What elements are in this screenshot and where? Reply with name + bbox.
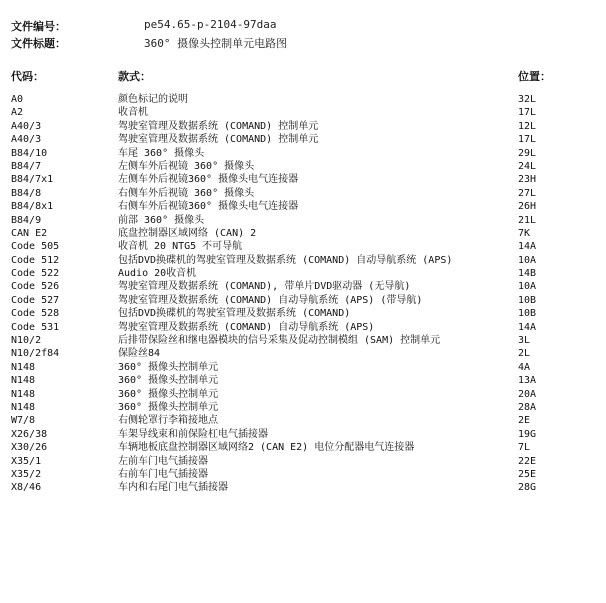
table-row: [0, 187, 606, 200]
table-row: [0, 267, 606, 280]
row-location: 28A: [518, 401, 537, 413]
row-code: Code 526: [11, 281, 60, 293]
row-location: 22E: [518, 455, 537, 467]
table-row: [0, 428, 606, 441]
table-row: [0, 294, 606, 307]
row-location: 25E: [518, 468, 537, 480]
row-location: 14A: [518, 241, 537, 253]
row-description: 360° 摄像头控制单元: [118, 375, 219, 387]
row-code: X35/2: [11, 468, 42, 480]
row-location: 14A: [518, 321, 537, 333]
row-description: 左侧车外后视镜360° 摄像头电气连接器: [118, 174, 299, 186]
row-code: B84/10: [11, 147, 48, 159]
row-code: N148: [11, 401, 36, 413]
row-description: 收音机 20 NTG5 不可导航: [118, 241, 243, 253]
row-code: B84/7x1: [11, 174, 54, 186]
row-location: 19G: [518, 428, 537, 440]
doc-number-value: pe54.65-p-2104-97daa: [144, 18, 277, 31]
row-location: 7K: [518, 227, 531, 239]
row-location: 21L: [518, 214, 537, 226]
row-location: 27L: [518, 187, 537, 199]
row-code: X35/1: [11, 455, 42, 467]
row-description: 车尾 360° 摄像头: [118, 147, 205, 159]
row-location: 2E: [518, 415, 531, 427]
row-location: 10A: [518, 254, 537, 266]
doc-title-value: 360° 摄像头控制单元电路图: [144, 37, 288, 50]
column-header-description: 款式：: [118, 70, 151, 83]
row-code: N10/2f84: [11, 348, 60, 360]
row-location: 17L: [518, 134, 537, 146]
table-row: [0, 374, 606, 387]
table-row: [0, 106, 606, 119]
row-description: 右侧轮罩行李箱接地点: [118, 415, 218, 427]
row-code: Code 531: [11, 321, 60, 333]
table-row: [0, 481, 606, 494]
table-row: [0, 147, 606, 160]
table-row: [0, 441, 606, 454]
column-header-location: 位置：: [518, 70, 551, 83]
row-description: 360° 摄像头控制单元: [118, 361, 219, 373]
row-description: 保险丝84: [118, 348, 161, 360]
row-description: Audio 20收音机: [118, 268, 197, 280]
row-location: 12L: [518, 120, 537, 132]
row-code: N148: [11, 388, 36, 400]
row-location: 4A: [518, 361, 531, 373]
row-description: 底盘控制器区域网络 (CAN) 2: [118, 227, 257, 239]
row-code: X30/26: [11, 442, 48, 454]
row-code: X8/46: [11, 482, 42, 494]
table-row: [0, 455, 606, 468]
row-location: 14B: [518, 268, 537, 280]
table-row: [0, 120, 606, 133]
row-location: 28G: [518, 482, 537, 494]
row-code: A40/3: [11, 120, 42, 132]
row-location: 3L: [518, 335, 531, 347]
row-description: 收音机: [118, 107, 148, 119]
row-location: 23H: [518, 174, 537, 186]
row-description: 驾驶室管理及数据系统 (COMAND) 控制单元: [118, 120, 319, 132]
table-row: [0, 227, 606, 240]
row-code: Code 528: [11, 308, 60, 320]
row-location: 26H: [518, 201, 537, 213]
row-code: A40/3: [11, 134, 42, 146]
row-location: 13A: [518, 375, 537, 387]
table-row: [0, 214, 606, 227]
row-location: 32L: [518, 94, 537, 105]
row-description: 后排带保险丝和继电器模块的信号采集及促动控制模组 (SAM) 控制单元: [118, 335, 441, 347]
table-row: [0, 160, 606, 173]
row-description: 右侧车外后视镜 360° 摄像头: [118, 187, 255, 199]
row-description: 车内和右尾门电气插接器: [118, 482, 228, 494]
row-code: A0: [11, 94, 24, 105]
row-description: 右前车门电气插接器: [118, 468, 208, 480]
row-code: Code 522: [11, 268, 60, 280]
table-row: [0, 200, 606, 213]
table-row: [0, 254, 606, 267]
row-code: CAN E2: [11, 227, 48, 239]
row-description: 驾驶室管理及数据系统 (COMAND) 自动导航系统 (APS) (带导航): [118, 294, 423, 306]
row-location: 20A: [518, 388, 537, 400]
row-code: B84/8x1: [11, 201, 54, 213]
table-row: [0, 321, 606, 334]
component-list: [0, 93, 606, 495]
table-row: [0, 334, 606, 347]
row-location: 29L: [518, 147, 537, 159]
row-code: W7/8: [11, 415, 36, 427]
row-code: B84/7: [11, 160, 42, 172]
row-code: Code 527: [11, 294, 60, 306]
table-row: [0, 414, 606, 427]
row-code: N10/2: [11, 335, 42, 347]
row-description: 360° 摄像头控制单元: [118, 388, 219, 400]
row-description: 驾驶室管理及数据系统 (COMAND) 控制单元: [118, 134, 319, 146]
table-row: [0, 280, 606, 293]
doc-number-label: 文件编号：: [11, 20, 66, 33]
doc-title-label: 文件标题：: [11, 37, 66, 50]
row-code: A2: [11, 107, 24, 119]
row-code: B84/9: [11, 214, 42, 226]
row-code: N148: [11, 361, 36, 373]
row-location: 24L: [518, 160, 537, 172]
row-description: 包括DVD换碟机的驾驶室管理及数据系统 (COMAND) 自动导航系统 (APS): [118, 254, 453, 266]
table-row: [0, 468, 606, 481]
row-description: 驾驶室管理及数据系统 (COMAND) 自动导航系统 (APS): [118, 321, 375, 333]
column-header-code: 代码：: [11, 70, 44, 83]
row-description: 左前车门电气插接器: [118, 455, 208, 467]
table-row: [0, 347, 606, 360]
table-row: [0, 93, 606, 106]
row-description: 前部 360° 摄像头: [118, 214, 205, 226]
table-row: [0, 401, 606, 414]
row-code: X26/38: [11, 428, 48, 440]
table-row: [0, 173, 606, 186]
row-location: 10B: [518, 294, 537, 306]
table-row: [0, 388, 606, 401]
row-description: 车辆地板底盘控制器区域网络2 (CAN E2) 电位分配器电气连接器: [118, 442, 415, 454]
row-code: Code 505: [11, 241, 60, 253]
row-code: B84/8: [11, 187, 42, 199]
row-description: 360° 摄像头控制单元: [118, 401, 219, 413]
row-code: N148: [11, 375, 36, 387]
row-description: 车架导线束和前保险杠电气插接器: [118, 428, 268, 440]
row-description: 驾驶室管理及数据系统 (COMAND), 带单片DVD驱动器 (无导航): [118, 281, 411, 293]
table-row: [0, 361, 606, 374]
row-description: 颜色标记的说明: [118, 94, 188, 105]
row-location: 10A: [518, 281, 537, 293]
row-description: 左侧车外后视镜 360° 摄像头: [118, 160, 255, 172]
row-location: 10B: [518, 308, 537, 320]
row-location: 17L: [518, 107, 537, 119]
table-row: [0, 240, 606, 253]
table-row: [0, 133, 606, 146]
row-code: Code 512: [11, 254, 60, 266]
row-location: 7L: [518, 442, 531, 454]
table-row: [0, 307, 606, 320]
row-description: 右侧车外后视镜360° 摄像头电气连接器: [118, 201, 299, 213]
row-location: 2L: [518, 348, 531, 360]
row-description: 包括DVD换碟机的驾驶室管理及数据系统 (COMAND): [118, 308, 351, 320]
